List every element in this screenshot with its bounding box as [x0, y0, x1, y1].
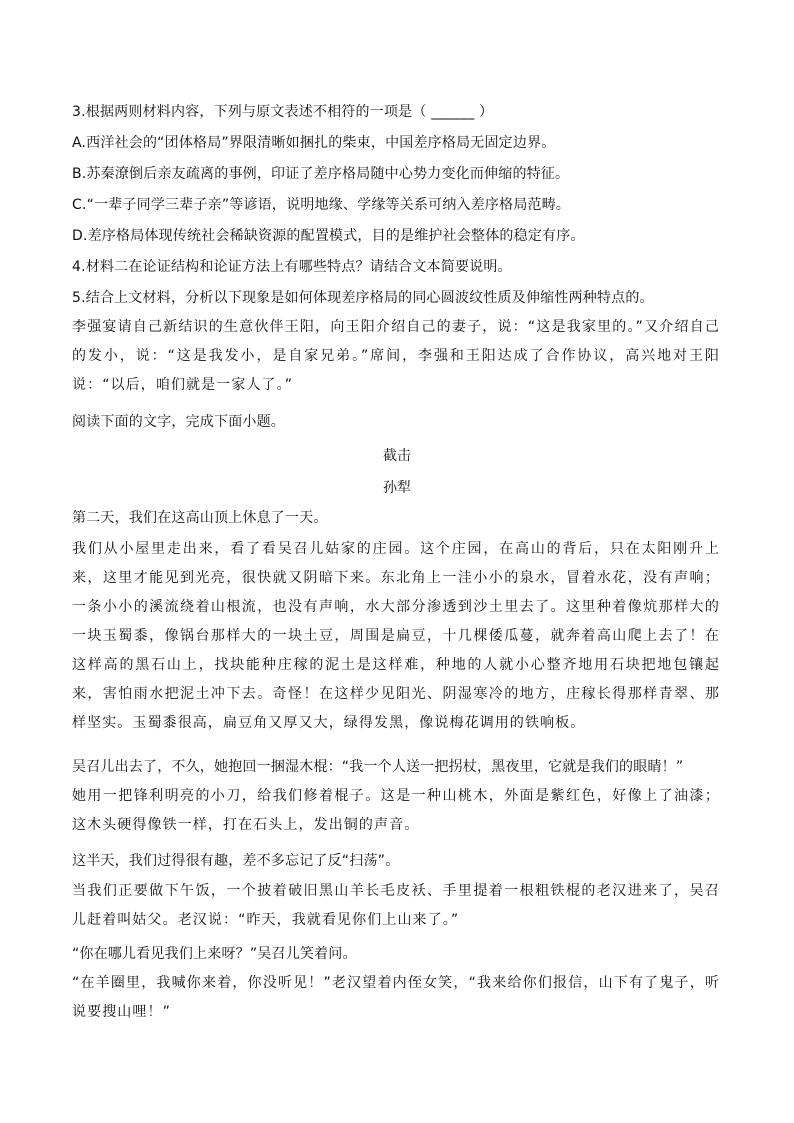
- question-3-stem: 3.根据两则材料内容，下列与原文表述不相符的一项是（ ______ ）: [72, 104, 494, 120]
- question-3-option-b: B.苏秦潦倒后亲友疏离的事例，印证了差序格局随中心势力变化而伸缩的特征。: [72, 166, 570, 182]
- story-paragraph-8: “在羊圈里，我喊你来着，你没听见！”老汉望着内侄女笑，“我来给你们报信，山下有了鬼子，听说要搜山哩！”: [72, 975, 720, 1020]
- question-3-option-a: A.西洋社会的“团体格局”界限清晰如捆扎的柴束，中国差序格局无固定边界。: [72, 135, 556, 151]
- story-paragraph-1: 第二天，我们在这高山顶上休息了一天。: [72, 510, 328, 526]
- story-paragraph-7: “你在哪儿看见我们上来呀？”吴召儿笑着问。: [72, 946, 357, 962]
- reading-instructions: 阅读下面的文字，完成下面小题。: [72, 414, 285, 430]
- question-3-option-c: C.“一辈子同学三辈子亲”等谚语，说明地缘、学缘等关系可纳入差序格局范畴。: [72, 197, 571, 213]
- story-paragraph-2: 我们从小屋里走出来，看了看吴召儿姑家的庄园。这个庄园，在高山的背后，只在太阳刚升上来，这里才能见到光亮，很快就又阴暗下来。东北角上一洼小小的泉水，冒着水花，没有声响；一条小小的溪流绕着山根流，也没有声响，水大部分渗透到沙土里去了。这里种着像炕那样大的一块玉蜀黍，像锅台那样大的一块土豆，周围是扁豆，十几棵倭瓜蔓，就奔着高山爬上去了！在这样高的黑石山上，找块能种庄稼的泥土是这样难，种地的人就小心整齐地用石块把地包镶起来，害怕雨水把泥土冲下去。奇怪！在这样少见阳光、阴湿寒冷的地方，庄稼长得那样青翠、那样坚实。玉蜀黍很高，扁豆角又厚又大，绿得发黑，像说梅花调用的铁响板。: [72, 541, 720, 731]
- question-3-option-d: D.差序格局体现传统社会稀缺资源的配置模式，目的是维护社会整体的稳定有序。: [72, 228, 585, 244]
- story-paragraph-3: 吴召儿出去了，不久，她抱回一捆湿木棍：“我一个人送一把拐杖，黑夜里，它就是我们的眼睛！”: [72, 759, 684, 775]
- question-5: 5.结合上文材料，分析以下现象是如何体现差序格局的同心圆波纹性质及伸缩性两种特点的。: [72, 290, 654, 306]
- story-paragraph-4: 她用一把锋利明亮的小刀，给我们修着棍子。这是一种山桃木，外面是紫红色，好像上了油漆；这木头硬得像铁一样，打在石头上，发出铜的声音。: [72, 788, 720, 833]
- question-5-scenario: 李强宴请自己新结识的生意伙伴王阳，向王阳介绍自己的妻子，说：“这是我家里的。”又介绍自己的发小，说：“这是我发小，是自家兄弟。”席间，李强和王阳达成了合作协议，高兴地对王阳说：“以后，咱们就是一家人了。”: [72, 319, 720, 393]
- story-paragraph-6: 当我们正要做下午饭，一个披着破旧黑山羊长毛皮袄、手里提着一根粗铁棍的老汉进来了，吴召儿赶着叫姑父。老汉说：“昨天，我就看见你们上山来了。”: [72, 883, 720, 928]
- story-title: 截击: [383, 448, 411, 464]
- story-author: 孙犁: [383, 480, 411, 496]
- story-paragraph-5: 这半天，我们过得很有趣，差不多忘记了反“扫荡”。: [72, 853, 400, 869]
- question-4: 4.材料二在论证结构和论证方法上有哪些特点？请结合文本简要说明。: [72, 259, 512, 275]
